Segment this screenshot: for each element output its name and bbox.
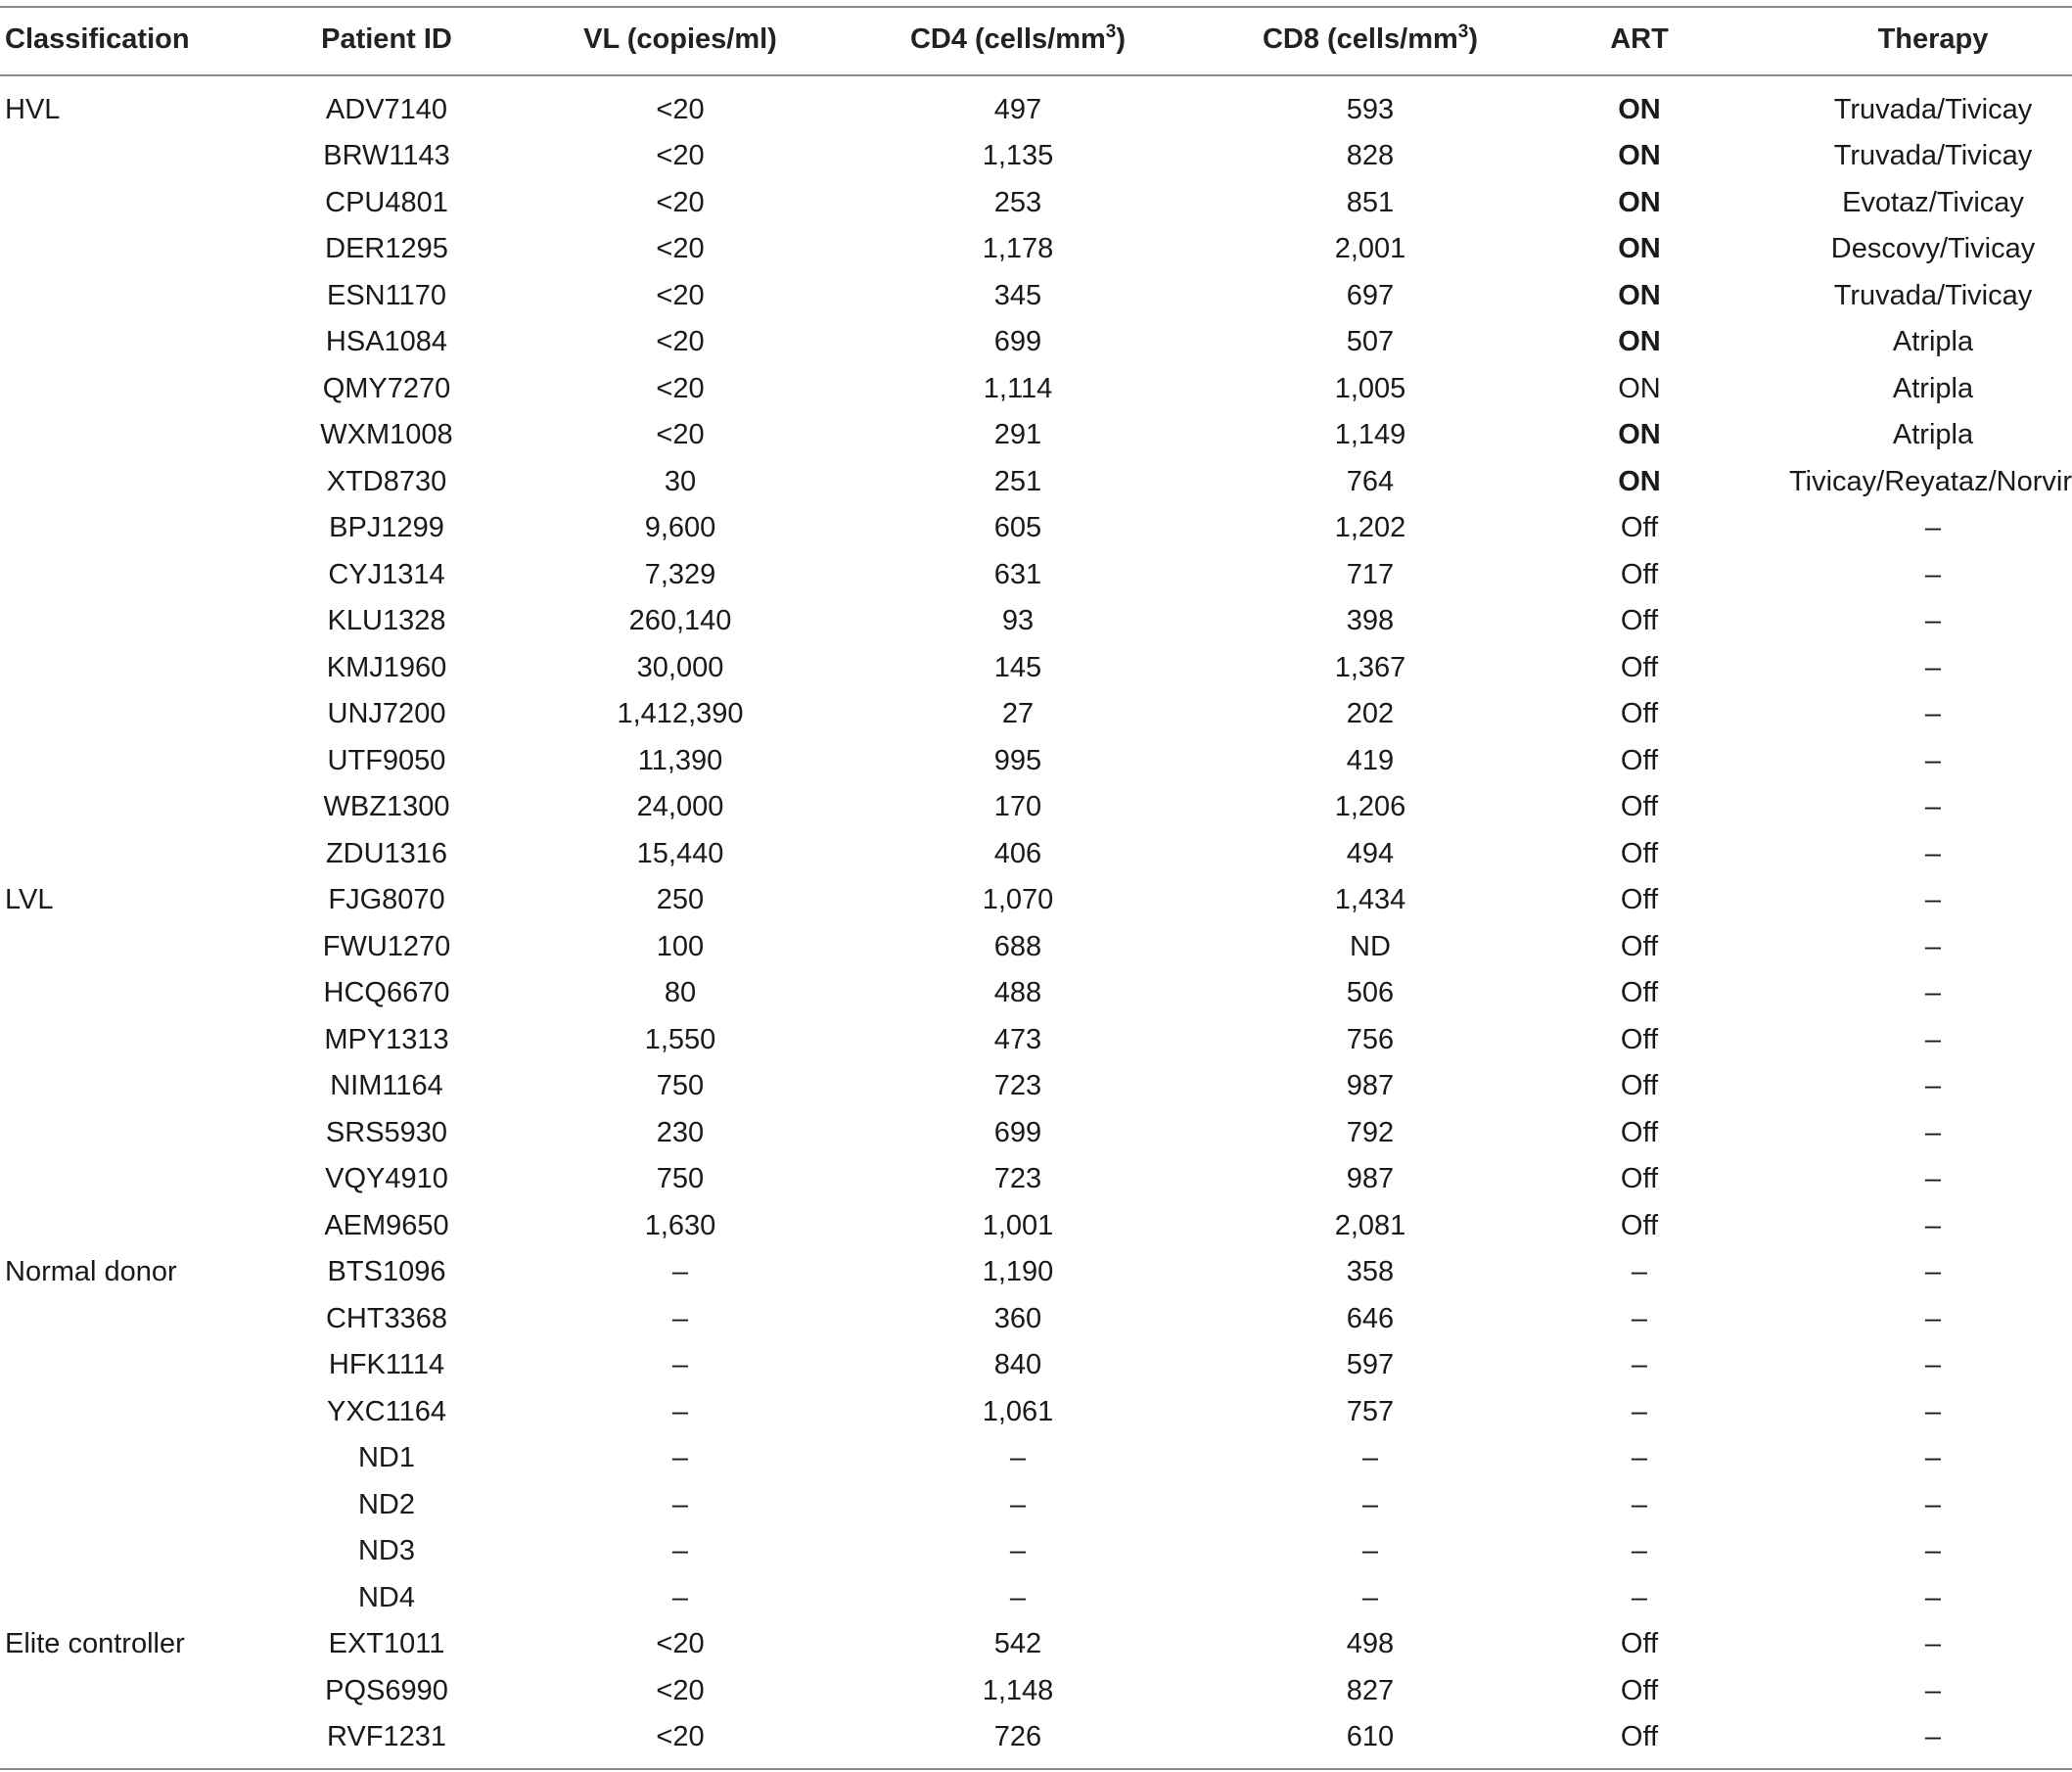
cell-classification: Normal donor xyxy=(5,1256,177,1287)
cell-vl: 250 xyxy=(656,884,705,915)
cell-cd8: 506 xyxy=(1346,977,1395,1008)
cell-therapy: – xyxy=(1924,1116,1942,1148)
cell-vl: – xyxy=(671,1302,689,1334)
cell-therapy: – xyxy=(1924,698,1942,729)
table-row xyxy=(0,1156,2072,1203)
cell-cd4: 542 xyxy=(993,1628,1042,1659)
cell-vl: – xyxy=(671,1535,689,1566)
table-row xyxy=(0,645,2072,692)
cell-therapy: – xyxy=(1924,1442,1942,1473)
cell-cd8: 1,149 xyxy=(1334,419,1406,450)
cell-vl: – xyxy=(671,1442,689,1473)
cell-therapy: Atripla xyxy=(1892,419,1974,450)
cell-vl: – xyxy=(671,1349,689,1380)
cell-vl: 11,390 xyxy=(637,744,723,776)
table-row xyxy=(0,366,2072,413)
cell-patient-id: ND2 xyxy=(357,1488,416,1520)
cell-patient-id: ZDU1316 xyxy=(325,837,448,869)
table-row xyxy=(0,1203,2072,1250)
cell-cd8: 717 xyxy=(1346,558,1395,590)
cell-patient-id: ND3 xyxy=(357,1535,416,1566)
cell-art: – xyxy=(1631,1488,1648,1520)
table-row xyxy=(0,784,2072,831)
cell-cd8: 646 xyxy=(1346,1302,1395,1334)
cell-patient-id: ND4 xyxy=(357,1581,416,1613)
cell-cd8: 597 xyxy=(1346,1349,1395,1380)
cell-cd4: 345 xyxy=(993,279,1042,311)
cell-therapy: – xyxy=(1924,930,1942,962)
cell-patient-id: SRS5930 xyxy=(325,1116,448,1148)
table-row xyxy=(0,1714,2072,1761)
cell-vl: <20 xyxy=(656,233,705,264)
cell-patient-id: XTD8730 xyxy=(326,465,447,497)
cell-patient-id: CPU4801 xyxy=(325,186,448,218)
cell-patient-id: NIM1164 xyxy=(330,1070,443,1101)
cell-cd4: 488 xyxy=(993,977,1042,1008)
table-row xyxy=(0,1389,2072,1436)
table-row xyxy=(0,1575,2072,1622)
cell-patient-id: FWU1270 xyxy=(322,930,451,962)
cell-vl: – xyxy=(671,1256,689,1287)
cell-cd8: 757 xyxy=(1346,1395,1395,1427)
cell-therapy: – xyxy=(1924,977,1942,1008)
cell-art: – xyxy=(1631,1535,1648,1566)
cell-therapy: – xyxy=(1924,1488,1942,1520)
cell-patient-id: UNJ7200 xyxy=(327,698,446,729)
table-row xyxy=(0,877,2072,924)
cell-cd8: – xyxy=(1361,1535,1379,1566)
cell-art: ON xyxy=(1618,140,1661,171)
table-row xyxy=(0,180,2072,227)
cell-vl: 9,600 xyxy=(644,512,716,543)
table-row xyxy=(0,970,2072,1017)
table-row xyxy=(0,319,2072,366)
table-row xyxy=(0,505,2072,552)
cell-patient-id: WBZ1300 xyxy=(323,791,450,822)
cell-cd4: 605 xyxy=(993,512,1042,543)
cell-cd8: 851 xyxy=(1346,186,1395,218)
cell-art: Off xyxy=(1620,977,1659,1008)
cell-patient-id: HCQ6670 xyxy=(323,977,450,1008)
table-row xyxy=(0,412,2072,459)
cell-patient-id: AEM9650 xyxy=(324,1209,449,1241)
cell-cd4: 726 xyxy=(993,1721,1042,1752)
cell-cd4: 1,061 xyxy=(982,1395,1054,1427)
cell-classification: HVL xyxy=(5,93,61,125)
cell-vl: – xyxy=(671,1581,689,1613)
table-row xyxy=(0,598,2072,645)
cell-therapy: – xyxy=(1924,605,1942,636)
cell-patient-id: MPY1313 xyxy=(324,1023,449,1055)
cell-patient-id: WXM1008 xyxy=(320,419,453,450)
cell-vl: <20 xyxy=(656,1674,705,1706)
cell-art: – xyxy=(1631,1395,1648,1427)
cell-cd4: 27 xyxy=(1001,698,1035,729)
cell-vl: <20 xyxy=(656,326,705,357)
cell-cd8: 398 xyxy=(1346,605,1395,636)
cell-classification: Elite controller xyxy=(5,1628,185,1659)
table-row xyxy=(0,738,2072,785)
cell-patient-id: CYJ1314 xyxy=(328,558,445,590)
cell-vl: 7,329 xyxy=(644,558,716,590)
cell-art: ON xyxy=(1618,186,1661,218)
cell-cd4: 360 xyxy=(993,1302,1042,1334)
cell-therapy: – xyxy=(1924,1535,1942,1566)
cell-vl: 260,140 xyxy=(628,605,732,636)
cell-art: Off xyxy=(1620,1116,1659,1148)
table-header-row xyxy=(0,17,2072,64)
table-bottom-rule xyxy=(0,1768,2072,1770)
header-art: ART xyxy=(1610,23,1669,55)
cell-vl: 1,412,390 xyxy=(617,698,744,729)
header-vl: VL (copies/ml) xyxy=(583,23,777,55)
header-rule xyxy=(0,74,2072,76)
cell-art: Off xyxy=(1620,1674,1659,1706)
cell-art: Off xyxy=(1620,558,1659,590)
cell-vl: <20 xyxy=(656,1628,705,1659)
table-row xyxy=(0,1435,2072,1482)
table-row xyxy=(0,831,2072,878)
cell-cd8: 792 xyxy=(1346,1116,1395,1148)
table-row xyxy=(0,1528,2072,1575)
cell-cd8: – xyxy=(1361,1581,1379,1613)
cell-vl: 100 xyxy=(656,930,705,962)
cell-cd4: 995 xyxy=(993,744,1042,776)
table-row xyxy=(0,459,2072,506)
cell-art: Off xyxy=(1620,1209,1659,1241)
cell-vl: <20 xyxy=(656,93,705,125)
table-row xyxy=(0,924,2072,971)
cell-cd4: 1,070 xyxy=(982,884,1054,915)
cell-vl: 1,550 xyxy=(644,1023,716,1055)
cell-therapy: Atripla xyxy=(1892,326,1974,357)
cell-cd8: – xyxy=(1361,1488,1379,1520)
cell-patient-id: YXC1164 xyxy=(327,1395,446,1427)
cell-cd8: 828 xyxy=(1346,140,1395,171)
table-row xyxy=(0,1063,2072,1110)
cell-cd8: 1,005 xyxy=(1334,372,1406,404)
cell-cd8: 1,434 xyxy=(1334,884,1406,915)
cell-cd8: 756 xyxy=(1346,1023,1395,1055)
cell-patient-id: FJG8070 xyxy=(328,884,445,915)
cell-cd4: 170 xyxy=(993,791,1042,822)
cell-therapy: – xyxy=(1924,1256,1942,1287)
cell-cd8: 202 xyxy=(1346,698,1395,729)
cell-therapy: – xyxy=(1924,1163,1942,1194)
cell-cd4: – xyxy=(1009,1535,1027,1566)
cell-art: – xyxy=(1631,1442,1648,1473)
cell-patient-id: HSA1084 xyxy=(325,326,448,357)
cell-vl: 750 xyxy=(656,1070,705,1101)
table-row xyxy=(0,1296,2072,1343)
cell-art: Off xyxy=(1620,884,1659,915)
cell-cd4: 473 xyxy=(993,1023,1042,1055)
cell-patient-id: ADV7140 xyxy=(325,93,448,125)
cell-therapy: – xyxy=(1924,1721,1942,1752)
cell-therapy: – xyxy=(1924,837,1942,869)
cell-cd4: 145 xyxy=(993,651,1042,683)
cell-cd4: 251 xyxy=(993,465,1042,497)
cell-therapy: – xyxy=(1924,651,1942,683)
cell-therapy: – xyxy=(1924,1674,1942,1706)
cell-therapy: – xyxy=(1924,512,1942,543)
cell-cd4: 497 xyxy=(993,93,1042,125)
cell-patient-id: KLU1328 xyxy=(327,605,446,636)
cell-patient-id: RVF1231 xyxy=(327,1721,446,1752)
cell-vl: 15,440 xyxy=(636,837,724,869)
header-patient-id: Patient ID xyxy=(321,23,452,55)
cell-art: Off xyxy=(1620,930,1659,962)
cell-cd4: 631 xyxy=(993,558,1042,590)
cell-cd8: 2,081 xyxy=(1334,1209,1406,1241)
cell-cd4: 406 xyxy=(993,837,1042,869)
cell-art: – xyxy=(1631,1302,1648,1334)
cell-patient-id: BPJ1299 xyxy=(329,512,444,543)
cell-therapy: Tivicay/Reyataz/Norvir xyxy=(1789,465,2072,497)
cell-therapy: – xyxy=(1924,744,1942,776)
table-row xyxy=(0,1110,2072,1157)
header-cd8: CD8 $(cells/mm^3)$ xyxy=(1262,22,1479,55)
cell-cd4: 1,178 xyxy=(982,233,1054,264)
cell-art: Off xyxy=(1620,1628,1659,1659)
cell-vl: 230 xyxy=(656,1116,705,1148)
cell-art: – xyxy=(1631,1349,1648,1380)
cell-patient-id: DER1295 xyxy=(325,233,448,264)
cell-art: ON xyxy=(1618,419,1661,450)
cell-therapy: – xyxy=(1924,884,1942,915)
cell-cd8: 358 xyxy=(1346,1256,1395,1287)
cell-vl: <20 xyxy=(656,140,705,171)
cell-cd8: 987 xyxy=(1346,1163,1395,1194)
table-row xyxy=(0,1017,2072,1064)
cell-cd8: 697 xyxy=(1346,279,1395,311)
cell-therapy: – xyxy=(1924,1628,1942,1659)
cell-cd4: 1,135 xyxy=(982,140,1054,171)
cell-vl: – xyxy=(671,1488,689,1520)
cell-therapy: Evotaz/Tivicay xyxy=(1842,186,2024,218)
cell-vl: 1,630 xyxy=(644,1209,716,1241)
cell-cd4: – xyxy=(1009,1442,1027,1473)
cell-therapy: Atripla xyxy=(1892,372,1974,404)
cell-art: – xyxy=(1631,1581,1648,1613)
cell-art: Off xyxy=(1620,1163,1659,1194)
cell-therapy: – xyxy=(1924,1209,1942,1241)
cell-cd8: 498 xyxy=(1346,1628,1395,1659)
cell-cd8: 1,206 xyxy=(1334,791,1406,822)
cell-art: ON xyxy=(1618,93,1661,125)
table-row xyxy=(0,1342,2072,1389)
cell-cd4: – xyxy=(1009,1581,1027,1613)
cell-therapy: – xyxy=(1924,1023,1942,1055)
table-row xyxy=(0,1249,2072,1296)
cell-vl: 80 xyxy=(664,977,697,1008)
cell-patient-id: PQS6990 xyxy=(325,1674,448,1706)
cell-art: Off xyxy=(1620,837,1659,869)
cell-art: Off xyxy=(1620,651,1659,683)
cell-therapy: Descovy/Tivicay xyxy=(1830,233,2036,264)
cell-cd4: 1,114 xyxy=(983,372,1053,404)
cell-art: ON xyxy=(1618,465,1661,497)
header-cd4: CD4 $(cells/mm^3)$ xyxy=(909,22,1127,55)
cell-cd8: 593 xyxy=(1346,93,1395,125)
cell-cd4: 699 xyxy=(993,1116,1042,1148)
cell-cd4: 1,148 xyxy=(982,1674,1054,1706)
cell-cd8: 827 xyxy=(1346,1674,1395,1706)
table-row xyxy=(0,133,2072,180)
cell-therapy: – xyxy=(1924,558,1942,590)
table-row xyxy=(0,273,2072,320)
cell-therapy: Truvada/Tivicay xyxy=(1833,93,2033,125)
cell-vl: <20 xyxy=(656,1721,705,1752)
cell-art: ON xyxy=(1618,279,1661,311)
cell-patient-id: BTS1096 xyxy=(327,1256,446,1287)
cell-vl: 30,000 xyxy=(636,651,724,683)
cell-cd4: 253 xyxy=(993,186,1042,218)
cell-cd8: – xyxy=(1361,1442,1379,1473)
cell-vl: 24,000 xyxy=(636,791,724,822)
cell-art: Off xyxy=(1620,698,1659,729)
cell-classification: LVL xyxy=(5,884,54,915)
cell-art: Off xyxy=(1620,744,1659,776)
cell-art: ON xyxy=(1618,233,1661,264)
cell-cd8: 764 xyxy=(1346,465,1395,497)
cell-therapy: – xyxy=(1924,1395,1942,1427)
cell-vl: <20 xyxy=(656,279,705,311)
cell-therapy: Truvada/Tivicay xyxy=(1833,140,2033,171)
cell-cd4: 93 xyxy=(1001,605,1035,636)
cell-patient-id: KMJ1960 xyxy=(326,651,447,683)
cell-therapy: – xyxy=(1924,1070,1942,1101)
cell-cd8: 507 xyxy=(1346,326,1395,357)
header-therapy: Therapy xyxy=(1877,23,1989,55)
cell-patient-id: ND1 xyxy=(357,1442,416,1473)
cell-therapy: – xyxy=(1924,1581,1942,1613)
table-row xyxy=(0,552,2072,599)
cell-patient-id: HFK1114 xyxy=(328,1349,445,1380)
cell-cd4: – xyxy=(1009,1488,1027,1520)
cell-vl: 750 xyxy=(656,1163,705,1194)
table-row xyxy=(0,1482,2072,1529)
cell-cd8: 1,202 xyxy=(1334,512,1406,543)
cell-therapy: – xyxy=(1924,1349,1942,1380)
cell-cd8: 419 xyxy=(1346,744,1395,776)
cell-cd4: 840 xyxy=(993,1349,1042,1380)
cell-patient-id: VQY4910 xyxy=(325,1163,448,1194)
cell-patient-id: ESN1170 xyxy=(327,279,446,311)
cell-therapy: – xyxy=(1924,1302,1942,1334)
header-classification: Classification xyxy=(5,23,190,55)
table-top-rule xyxy=(0,6,2072,8)
cell-therapy: – xyxy=(1924,791,1942,822)
cell-cd4: 723 xyxy=(993,1070,1042,1101)
cell-art: Off xyxy=(1620,512,1659,543)
cell-cd8: 494 xyxy=(1346,837,1395,869)
cell-art: Off xyxy=(1620,1721,1659,1752)
cell-art: Off xyxy=(1620,791,1659,822)
cell-art: Off xyxy=(1620,1070,1659,1101)
cell-patient-id: QMY7270 xyxy=(322,372,451,404)
cell-cd4: 688 xyxy=(993,930,1042,962)
cell-cd8: ND xyxy=(1350,930,1391,962)
cell-art: ON xyxy=(1618,372,1661,404)
cell-cd8: 987 xyxy=(1346,1070,1395,1101)
cell-cd4: 291 xyxy=(993,419,1042,450)
table-row xyxy=(0,1668,2072,1715)
cell-art: Off xyxy=(1620,605,1659,636)
cell-vl: <20 xyxy=(656,186,705,218)
table-row xyxy=(0,691,2072,738)
cell-patient-id: EXT1011 xyxy=(328,1628,445,1659)
table-row xyxy=(0,1621,2072,1668)
cell-vl: <20 xyxy=(656,372,705,404)
cell-art: – xyxy=(1631,1256,1648,1287)
cell-vl: 30 xyxy=(664,465,697,497)
cell-vl: – xyxy=(671,1395,689,1427)
cell-patient-id: UTF9050 xyxy=(327,744,446,776)
cell-patient-id: BRW1143 xyxy=(323,140,450,171)
cell-cd8: 610 xyxy=(1346,1721,1395,1752)
cell-cd8: 2,001 xyxy=(1334,233,1406,264)
cell-cd4: 1,190 xyxy=(982,1256,1054,1287)
cell-cd4: 723 xyxy=(993,1163,1042,1194)
table-row xyxy=(0,226,2072,273)
cell-cd4: 1,001 xyxy=(982,1209,1054,1241)
cell-therapy: Truvada/Tivicay xyxy=(1833,279,2033,311)
cell-cd4: 699 xyxy=(993,326,1042,357)
table-row xyxy=(0,87,2072,134)
cell-patient-id: CHT3368 xyxy=(325,1302,448,1334)
cell-art: ON xyxy=(1618,326,1661,357)
cell-art: Off xyxy=(1620,1023,1659,1055)
cell-cd8: 1,367 xyxy=(1334,651,1406,683)
cell-vl: <20 xyxy=(656,419,705,450)
